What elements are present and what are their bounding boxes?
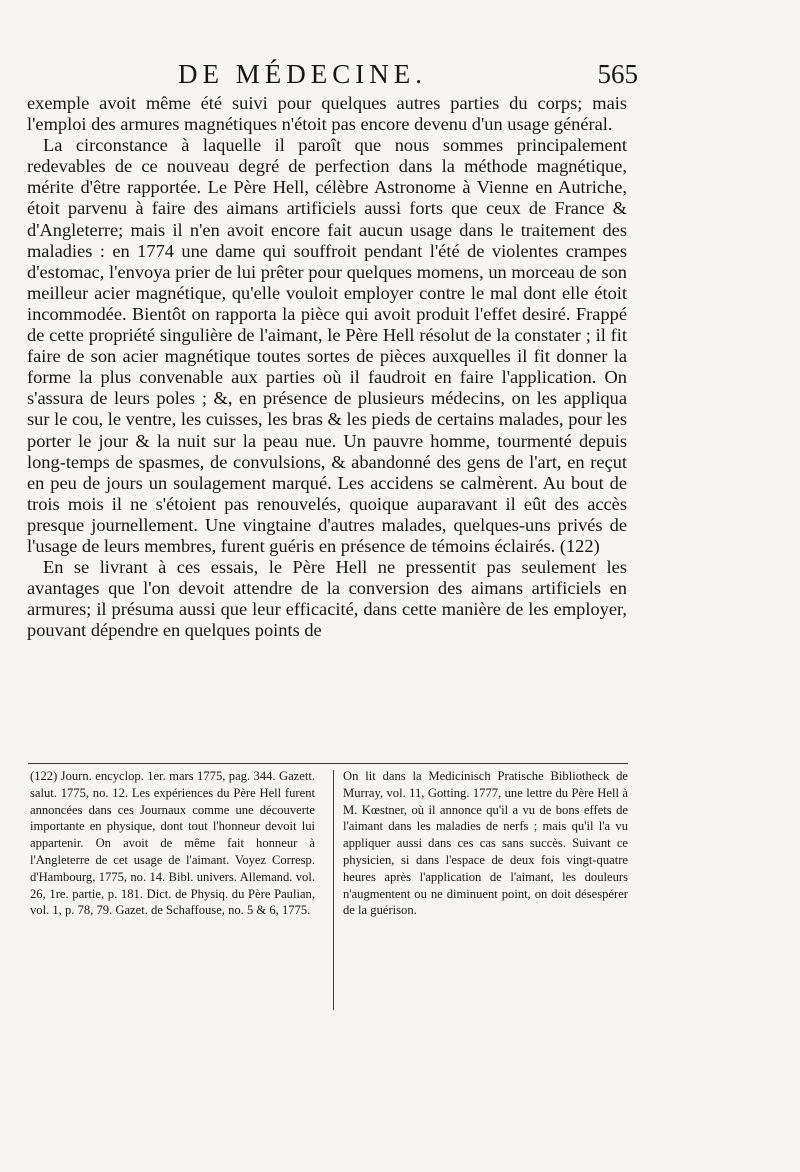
footnote-left-column bbox=[30, 768, 315, 919]
main-text bbox=[27, 93, 627, 641]
paragraph: exemple avoit même été suivi pour quelques autres parties du corps; mais l'emploi des armures magnétiques n'étoit pas encore devenu d'un usage général. bbox=[27, 93, 627, 135]
running-title: DE MÉDECINE. bbox=[178, 59, 427, 89]
page-header bbox=[178, 58, 638, 90]
footnote-rule bbox=[28, 763, 628, 764]
footnote-right-column bbox=[339, 768, 628, 919]
footnote-continuation: On lit dans la Medicinisch Pratische Bibliotheck de Murray, vol. 11, Gotting. 1777, une lettre du Père Hell à M. Kœstner, où il annonce qu'il a vu de bons effets de l'aimant dans les maladies de nerfs ; mais qu'il l'a vu appliquer aussi dans ces cas sans succès. Suivant ce physicien, si dans l'espace de deux fois vingt-quatre heures après l'application de l'aimant, les douleurs n'augmentent ou ne diminuent point, on doit désespérer de la guérison. bbox=[343, 769, 628, 918]
footnote-122: (122) Journ. encyclop. 1er. mars 1775, pag. 344. Gazett. salut. 1775, no. 12. Les expériences du Père Hell furent annoncées dans ces Journaux comme une découverte importante en physique, dont tout l'honneur devoit lui appartenir. On avoit de même fait honneur à l'Angleterre de cet usage de l'aimant. Voyez Corresp. d'Hambourg, 1775, no. 14. Bibl. univers. Allemand. vol. 26, 1re. partie, p. 181. Dict. de Physiq. du Père Paulian, vol. 1, p. 78, 79. Gazet. de Schaffouse, no. 5 & 6, 1775. bbox=[30, 769, 315, 918]
footnotes bbox=[30, 768, 628, 919]
paragraph: La circonstance à laquelle il paroît que nous sommes principalement redevables de ce nouveau degré de perfection dans la méthode magnétique, mérite d'être rapportée. Le Père Hell, célèbre Astronome à Vienne en Autriche, étoit parvenu à faire des aimans artificiels aussi forts que ceux de France & d'Angleterre; mais il n'en avoit encore fait aucun usage dans le traitement des maladies : en 1774 une dame qui souffroit pendant l'été de violentes crampes d'estomac, l'envoya prier de lui prêter pour quelques momens, un morceau de son meilleur acier magnétique, qu'elle vouloit employer contre le mal dont elle étoit incommodée. Bientôt on rapporta la pièce qui avoit produit l'effet desiré. Frappé de cette propriété singulière de l'aimant, le Père Hell résolut de la constater ; il fit faire de son acier magnétique toutes sortes de pièces auxquelles il fit donner la forme la plus convenable aux parties où il faudroit en faire l'application. On s'assura de leurs poles ; &, en présence de plusieurs médecins, on les appliqua sur le cou, le ventre, les cuisses, les bras & les pieds de certains malades, pour les porter le jour & la nuit sur la peau nue. Un pauvre homme, tourmenté depuis long-temps de spasmes, de convulsions, & abandonné des gens de l'art, en reçut en peu de jours un soulagement marqué. Les accidens se calmèrent. Au bout de trois mois il ne s'étoient pas renouvelés, quoique auparavant il eût des accès presque journellement. Une vingtaine d'autres malades, quelques-uns privés de l'usage de leurs membres, furent guéris en présence de témoins éclairés. (122) bbox=[27, 135, 627, 556]
paragraph: En se livrant à ces essais, le Père Hell ne pressentit pas seulement les avantages que l'on devoit attendre de la conversion des aimans artificiels en armures; il présuma aussi que leur efficacité, dans cette manière de les employer, pouvant dépendre en quelques points de bbox=[27, 557, 627, 641]
page-number: 565 bbox=[597, 59, 638, 89]
